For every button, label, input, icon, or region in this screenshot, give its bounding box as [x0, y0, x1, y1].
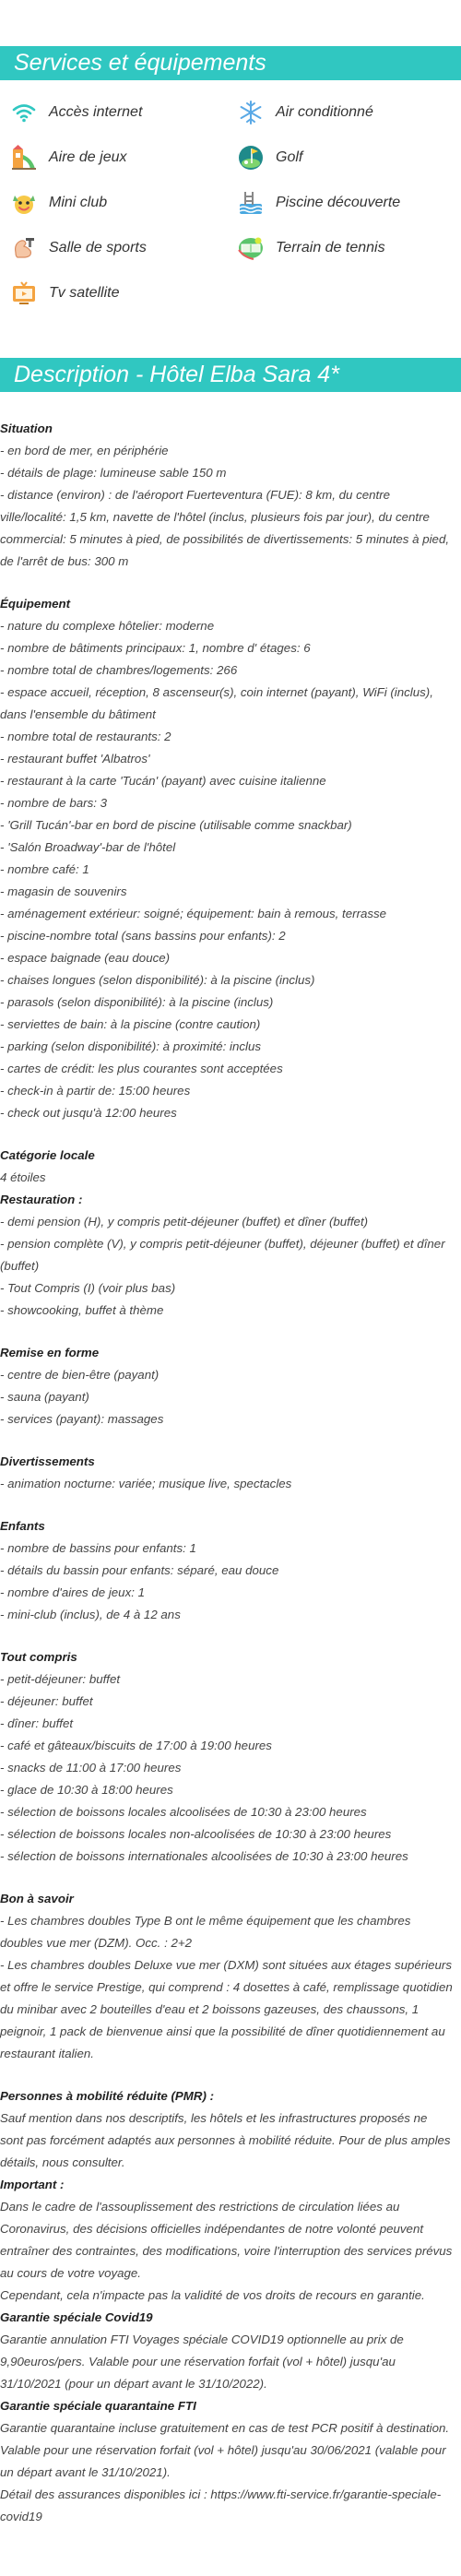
- description-line: - 'Grill Tucán'-bar en bord de piscine (utilisable comme snackbar): [0, 818, 352, 832]
- service-item: [9, 89, 236, 135]
- description-line: - showcooking, buffet à thème: [0, 1303, 164, 1317]
- subsection-title: Garantie spéciale quarantaine FTI: [0, 2399, 196, 2413]
- description-content: [0, 392, 461, 2576]
- service-item: [236, 89, 461, 135]
- service-label: Accès internet: [49, 103, 143, 120]
- service-item: [236, 135, 461, 180]
- description-line: - nature du complexe hôtelier: moderne: [0, 619, 215, 633]
- description-line: - sauna (payant): [0, 1390, 89, 1404]
- section-title: Équipement: [0, 597, 71, 611]
- wifi-icon: [9, 98, 39, 127]
- subsection-title: Restauration :: [0, 1193, 83, 1206]
- description-line: - distance (environ) : de l'aéroport Fuerteventura (FUE): 8 km, du centre ville/localité: 1,5 km, navette de l'hôtel (inclus, plusieurs fois par jour), du centre commercial: 5 minutes à pied, de possibilités de divertissements: 5 minutes à pied, de l'arrêt de bus: 300 m: [0, 488, 450, 568]
- description-line: Détail des assurances disponibles ici : https://www.fti-service.fr/garantie-speciale-covid19: [0, 2487, 442, 2523]
- description-banner: Description - Hôtel Elba Sara 4*: [0, 358, 461, 392]
- section-title: Tout compris: [0, 1650, 77, 1664]
- description-section: [0, 1646, 454, 1868]
- service-label: Terrain de tennis: [276, 239, 385, 255]
- description-line: - snacks de 11:00 à 17:00 heures: [0, 1761, 182, 1775]
- description-line: - animation nocturne: variée; musique live, spectacles: [0, 1477, 292, 1490]
- description-line: - nombre de bassins pour enfants: 1: [0, 1541, 196, 1555]
- description-line: - déjeuner: buffet: [0, 1694, 93, 1708]
- description-line: - Tout Compris (I) (voir plus bas): [0, 1281, 176, 1295]
- service-label: Piscine découverte: [276, 194, 401, 210]
- description-line: - espace accueil, réception, 8 ascenseur(s), coin internet (payant), WiFi (inclus), dans l'ensemble du bâtiment: [0, 685, 433, 721]
- description-section: [0, 418, 454, 573]
- service-item: [9, 270, 236, 315]
- description-line: - check-in à partir de: 15:00 heures: [0, 1084, 191, 1098]
- service-item: [236, 225, 461, 270]
- description-section: [0, 1888, 454, 2065]
- description-line: - pension complète (V), y compris petit-déjeuner (buffet), déjeuner (buffet) et dîner (buffet): [0, 1237, 445, 1273]
- description-line: - dîner: buffet: [0, 1716, 74, 1730]
- mini-club-icon: [9, 188, 39, 218]
- description-line: - glace de 10:30 à 18:00 heures: [0, 1783, 173, 1797]
- description-line: - détails du bassin pour enfants: séparé, eau douce: [0, 1563, 279, 1577]
- description-line: - sélection de boissons locales alcoolisées de 10:30 à 23:00 heures: [0, 1805, 367, 1819]
- description-line: - sélection de boissons locales non-alcoolisées de 10:30 à 23:00 heures: [0, 1827, 392, 1841]
- service-item: [9, 180, 236, 225]
- pool-icon: [236, 188, 266, 218]
- section-title: Bon à savoir: [0, 1892, 74, 1905]
- description-section: [0, 1451, 454, 1495]
- gym-icon: [9, 233, 39, 263]
- service-label: Salle de sports: [49, 239, 147, 255]
- section-title: Personnes à mobilité réduite (PMR) :: [0, 2089, 214, 2103]
- tv-icon: [9, 279, 39, 308]
- service-label: Aire de jeux: [49, 148, 127, 165]
- description-line: - centre de bien-être (payant): [0, 1368, 160, 1382]
- description-line: - petit-déjeuner: buffet: [0, 1672, 121, 1686]
- description-line: 4 étoiles: [0, 1170, 46, 1184]
- description-line: Garantie quarantaine incluse gratuitement en cas de test PCR positif à destination. Valable pour une réservation forfait (vol + hôtel) jusqu'au 30/06/2021 (valable pour un départ avant le 31/10/2021).: [0, 2421, 450, 2479]
- description-section: [0, 1145, 454, 1322]
- subsection-title: Important :: [0, 2178, 65, 2191]
- description-line: - serviettes de bain: à la piscine (contre caution): [0, 1017, 261, 1031]
- description-line: - nombre total de chambres/logements: 266: [0, 663, 238, 677]
- description-line: - piscine-nombre total (sans bassins pour enfants): 2: [0, 929, 286, 943]
- description-line: - parking (selon disponibilité): à proximité: inclus: [0, 1039, 262, 1053]
- tennis-icon: [236, 233, 266, 263]
- description-line: - parasols (selon disponibilité): à la piscine (inclus): [0, 995, 274, 1009]
- description-line: - nombre d'aires de jeux: 1: [0, 1585, 146, 1599]
- description-line: - nombre de bars: 3: [0, 796, 108, 810]
- description-line: - services (payant): massages: [0, 1412, 164, 1426]
- description-line: - nombre de bâtiments principaux: 1, nombre d' étages: 6: [0, 641, 311, 655]
- description-line: Garantie annulation FTI Voyages spéciale COVID19 optionnelle au prix de 9,90euros/pers. Valable pour une réservation forfait (vol + hôtel) jusqu'au 31/10/2021 (pour un départ avant le 31/10/2022).: [0, 2333, 404, 2391]
- description-line: - nombre café: 1: [0, 862, 89, 876]
- section-title: Divertissements: [0, 1454, 95, 1468]
- description-line: - café et gâteaux/biscuits de 17:00 à 19:00 heures: [0, 1739, 272, 1752]
- snowflake-icon: [236, 98, 266, 127]
- service-item: [9, 135, 236, 180]
- description-line: - espace baignade (eau douce): [0, 951, 171, 965]
- description-line: - sélection de boissons internationales alcoolisées de 10:30 à 23:00 heures: [0, 1849, 408, 1863]
- description-line: - demi pension (H), y compris petit-déjeuner (buffet) et dîner (buffet): [0, 1215, 369, 1229]
- service-label: Golf: [276, 148, 303, 165]
- description-line: - en bord de mer, en périphérie: [0, 444, 169, 457]
- description-line: - Les chambres doubles Type B ont le même équipement que les chambres doubles vue mer (DZM). Occ. : 2+2: [0, 1914, 411, 1950]
- description-line: - 'Salón Broadway'-bar de l'hôtel: [0, 840, 176, 854]
- service-label: Mini club: [49, 194, 108, 210]
- services-grid: [0, 80, 461, 315]
- description-line: - restaurant à la carte 'Tucán' (payant) avec cuisine italienne: [0, 774, 326, 788]
- description-line: - check out jusqu'à 12:00 heures: [0, 1106, 177, 1120]
- description-line: - nombre total de restaurants: 2: [0, 730, 171, 743]
- description-line: - restaurant buffet 'Albatros': [0, 752, 150, 766]
- playground-icon: [9, 143, 39, 172]
- description-section: [0, 1342, 454, 1430]
- description-section: [0, 1515, 454, 1626]
- description-section: [0, 593, 454, 1124]
- description-section: [0, 2085, 454, 2528]
- description-line: Dans le cadre de l'assouplissement des restrictions de circulation liées au Coronavirus, des décisions officielles indépendantes de notre volonté peuvent entraîner des contraintes, des modifications, voire l'interruption des services prévus au cours de votre voyage.: [0, 2200, 453, 2280]
- description-line: - chaises longues (selon disponibilité): à la piscine (inclus): [0, 973, 315, 987]
- description-line: Cependant, cela n'impacte pas la validité de vos droits de recours en garantie.: [0, 2288, 425, 2302]
- services-banner: Services et équipements: [0, 46, 461, 80]
- description-line: - cartes de crédit: les plus courantes sont acceptées: [0, 1062, 283, 1075]
- description-line: - aménagement extérieur: soigné; équipement: bain à remous, terrasse: [0, 907, 387, 920]
- service-label: Tv satellite: [49, 284, 120, 301]
- service-item: [9, 225, 236, 270]
- description-line: Sauf mention dans nos descriptifs, les hôtels et les infrastructures proposés ne sont pas forcément adaptés aux personnes à mobilité réduite. Pour de plus amples détails, nous consulter.: [0, 2111, 451, 2169]
- section-title: Remise en forme: [0, 1346, 100, 1359]
- section-title: Situation: [0, 421, 53, 435]
- subsection-title: Garantie spéciale Covid19: [0, 2310, 153, 2324]
- service-label: Air conditionné: [276, 103, 373, 120]
- section-title: Enfants: [0, 1519, 45, 1533]
- description-line: - détails de plage: lumineuse sable 150 m: [0, 466, 227, 480]
- description-line: - magasin de souvenirs: [0, 884, 127, 898]
- golf-icon: [236, 143, 266, 172]
- description-line: - Les chambres doubles Deluxe vue mer (DXM) sont situées aux étages supérieurs et offre le service Prestige, qui comprend : 4 dosettes à café, remplissage quotidien du minibar avec 2 bouteilles d'eau et 2 boissons gazeuses, des chaussons, 1 peignoir, 1 pack de bienvenue ainsi que la possibilité de dîner quotidiennement au restaurant italien.: [0, 1958, 453, 2060]
- service-item: [236, 180, 461, 225]
- description-line: - mini-club (inclus), de 4 à 12 ans: [0, 1608, 181, 1621]
- section-title: Catégorie locale: [0, 1148, 95, 1162]
